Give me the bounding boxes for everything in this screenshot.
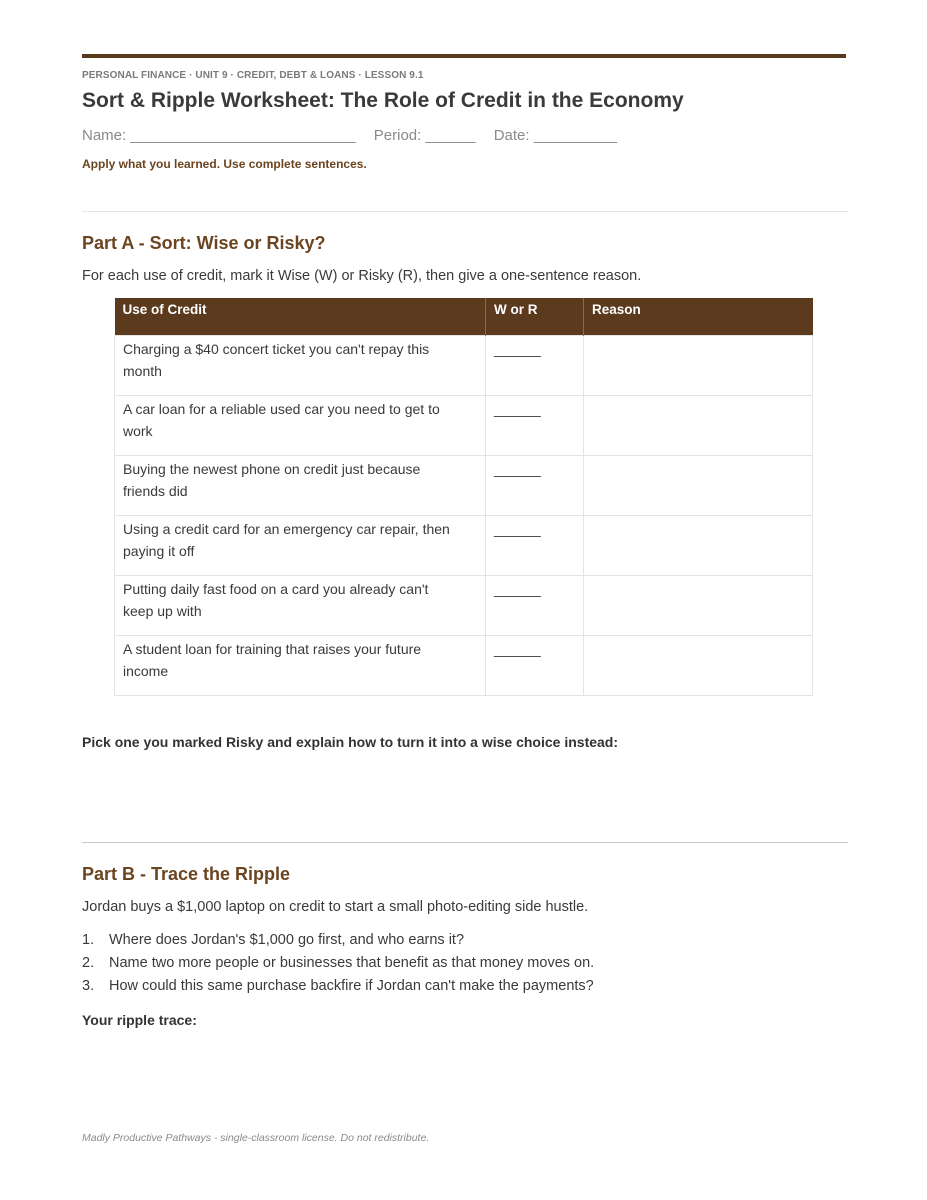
use-of-credit-cell <box>115 575 486 635</box>
student-info-line <box>82 127 631 144</box>
use-of-credit-cell <box>115 455 486 515</box>
part-b-title: Part B - Trace the Ripple <box>82 864 291 884</box>
use-line: income <box>123 662 169 679</box>
question-number: 2. <box>82 955 95 971</box>
use-of-credit-cell <box>115 635 486 695</box>
worksheet-title: Sort & Ripple Worksheet: The Role of Credit in the Economy <box>82 89 684 112</box>
part-a-intro: For each use of credit, mark it Wise (W) or Risky (R), then give a one-sentence reason. <box>82 268 642 284</box>
table-row <box>115 455 813 515</box>
use-line: A student loan for training that raises your future <box>123 640 422 657</box>
course-eyebrow: PERSONAL FINANCE · UNIT 9 · CREDIT, DEBT & LOANS · LESSON 9.1 <box>82 70 424 81</box>
question-text: Name two more people or businesses that benefit as that money moves on. <box>109 955 595 971</box>
mark-blank[interactable]: ______ <box>494 640 541 657</box>
list-item <box>82 952 594 975</box>
wise-or-risky-blank[interactable] <box>486 395 584 455</box>
question-text: How could this same purchase backfire if Jordan can't make the payments? <box>109 978 594 994</box>
worksheet-instructions: Apply what you learned. Use complete sentences. <box>82 157 367 171</box>
sort-table <box>114 298 813 696</box>
risky-follow-up-prompt: Pick one you marked Risky and explain how to turn it into a wise choice instead: <box>82 734 619 750</box>
use-line: A car loan for a reliable used car you need to get to <box>123 400 440 417</box>
use-of-credit-cell <box>115 395 486 455</box>
header-top-rule <box>82 54 846 58</box>
reason-cell[interactable] <box>584 455 813 515</box>
ripple-questions-list <box>82 929 594 998</box>
name-field[interactable]: Name: ___________________________ <box>82 127 356 144</box>
mark-blank[interactable]: ______ <box>494 400 541 417</box>
wise-or-risky-blank[interactable] <box>486 515 584 575</box>
column-header-wr: W or R <box>486 298 584 335</box>
wise-or-risky-blank[interactable] <box>486 575 584 635</box>
part-a-title: Part A - Sort: Wise or Risky? <box>82 233 326 253</box>
mark-blank[interactable]: ______ <box>494 520 541 537</box>
use-line: month <box>123 362 162 379</box>
wise-or-risky-blank[interactable] <box>486 635 584 695</box>
mark-blank[interactable]: ______ <box>494 460 541 477</box>
table-row <box>115 515 813 575</box>
section-divider <box>82 211 848 212</box>
reason-cell[interactable] <box>584 515 813 575</box>
question-number: 1. <box>82 932 95 948</box>
use-line: keep up with <box>123 602 202 619</box>
table-row <box>115 335 813 395</box>
column-header-reason: Reason <box>584 298 813 335</box>
section-divider <box>82 842 848 843</box>
table-row <box>115 395 813 455</box>
use-line: paying it off <box>123 542 195 559</box>
wise-or-risky-blank[interactable] <box>486 335 584 395</box>
list-item <box>82 975 594 998</box>
ripple-trace-prompt: Your ripple trace: <box>82 1012 197 1028</box>
use-of-credit-cell <box>115 335 486 395</box>
use-line: work <box>123 422 153 439</box>
use-line: Putting daily fast food on a card you already can't <box>123 580 429 597</box>
use-line: friends did <box>123 482 188 499</box>
wise-or-risky-blank[interactable] <box>486 455 584 515</box>
question-text: Where does Jordan's $1,000 go first, and who earns it? <box>109 932 465 948</box>
use-line: Using a credit card for an emergency car repair, then <box>123 520 450 537</box>
part-b-scenario: Jordan buys a $1,000 laptop on credit to start a small photo-editing side hustle. <box>82 899 589 915</box>
use-line: Charging a $40 concert ticket you can't repay this <box>123 340 430 357</box>
list-item <box>82 929 594 952</box>
column-header-use: Use of Credit <box>115 298 486 335</box>
table-header-row <box>115 298 813 335</box>
reason-cell[interactable] <box>584 635 813 695</box>
reason-cell[interactable] <box>584 335 813 395</box>
question-number: 3. <box>82 978 95 994</box>
mark-blank[interactable]: ______ <box>494 340 541 357</box>
reason-cell[interactable] <box>584 575 813 635</box>
table-row <box>115 575 813 635</box>
use-line: Buying the newest phone on credit just because <box>123 460 421 477</box>
use-of-credit-cell <box>115 515 486 575</box>
date-field[interactable]: Date: __________ <box>493 127 618 144</box>
mark-blank[interactable]: ______ <box>494 580 541 597</box>
period-field[interactable]: Period: ______ <box>373 127 476 144</box>
license-footer: Madly Productive Pathways - single-classroom license. Do not redistribute. <box>82 1132 430 1144</box>
table-row <box>115 635 813 695</box>
reason-cell[interactable] <box>584 395 813 455</box>
